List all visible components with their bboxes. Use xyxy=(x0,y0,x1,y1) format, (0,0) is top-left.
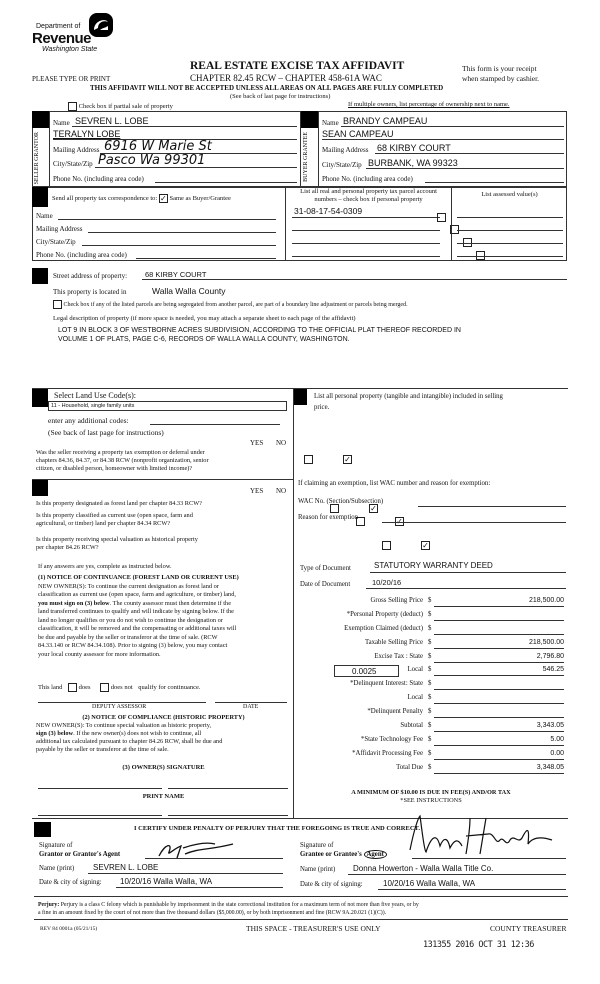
seller-side-label xyxy=(34,132,48,184)
tax-row xyxy=(298,653,568,665)
reason-label: Reason for exemption xyxy=(298,514,359,521)
see-instructions-note: *SEE INSTRUCTIONS xyxy=(400,797,462,804)
additional-codes-label: enter any additional codes: xyxy=(48,416,129,425)
form-title: REAL ESTATE EXCISE TAX AFFIDAVIT xyxy=(190,60,405,72)
dollar-sign: $ xyxy=(428,666,432,673)
segregated-label: Check box if any of the listed parcels are being segregated from another parcel, are part of a boundary line adjustment or parcels being merged. xyxy=(63,301,408,308)
grantee-date-label: Date & city of signing: xyxy=(300,881,363,888)
grantor-name-value[interactable]: SEVREN L. LOBE xyxy=(93,863,159,872)
affidavit-processing-fee-value[interactable]: 0.00 xyxy=(550,750,564,757)
owner-signature-line-2 xyxy=(168,788,288,789)
tax-row-label: *Personal Property (deduct) xyxy=(346,611,423,618)
certify-section-marker xyxy=(34,822,51,837)
agent-circled: Agent xyxy=(364,850,387,859)
seller-name-label: Name xyxy=(53,119,70,127)
buyer-name-line xyxy=(341,126,564,127)
historic-question-line-1: Is this property receiving special valuation as historical property xyxy=(36,536,198,543)
dor-logo-icon xyxy=(88,12,114,38)
tax-row-label: Local xyxy=(407,666,423,673)
corr-mailing-line xyxy=(88,232,276,233)
notice-continuance-line: NEW OWNER(S): To continue the current designation as forest land or xyxy=(38,582,219,590)
notice-compliance-bold: sign (3) below xyxy=(36,730,74,737)
grantee-signature-scribble xyxy=(400,810,560,860)
current-use-question xyxy=(36,512,193,528)
segregated-checkbox[interactable] xyxy=(53,300,62,309)
tax-row-line xyxy=(434,634,564,635)
dollar-sign: $ xyxy=(428,653,432,660)
deputy-assessor-label: DEPUTY ASSESSOR xyxy=(92,704,147,710)
designation-top-border xyxy=(32,479,293,480)
tax-row-line xyxy=(434,648,564,649)
seller-city-label: City/State/Zip xyxy=(53,160,93,168)
subtotal-value[interactable]: 3,343.05 xyxy=(536,722,564,729)
print-name-line-1 xyxy=(38,815,162,816)
grantor-name-label: Name (print) xyxy=(39,865,75,872)
buyer-mailing-line xyxy=(375,153,564,154)
grantee-label: GRANTEE xyxy=(303,132,309,160)
street-label: Street address of property: xyxy=(53,272,128,280)
notice-continuance-title: (1) NOTICE OF CONTINUANCE (FOREST LAND OR CURRENT USE) xyxy=(38,574,239,581)
please-type: PLEASE TYPE OR PRINT xyxy=(32,75,111,83)
parcel-header-2: numbers – check box if personal property xyxy=(314,196,423,203)
land-use-see-back: (See back of last page for instructions) xyxy=(48,428,164,437)
dollar-sign: $ xyxy=(428,680,432,687)
notice-continuance-line: classification as current use (open space, farm and agriculture, or timber) land, xyxy=(38,591,236,598)
parcel-line-1 xyxy=(292,217,440,218)
tax-row-label: Excise Tax : State xyxy=(374,653,423,660)
corr-phone-label: Phone No. (including area code) xyxy=(36,251,127,259)
dollar-sign: $ xyxy=(428,750,432,757)
notice-continuance-rest: . The county assessor must then determine if the xyxy=(109,599,231,607)
assessor-date-label: DATE xyxy=(243,704,259,710)
grantee-date-value[interactable]: 10/20/16 Walla Walla, WA xyxy=(383,879,476,888)
buyer-phone-label: Phone No. (including area code) xyxy=(322,175,413,183)
tax-row-line xyxy=(434,606,564,607)
tax-row-label: *Delinquent Penalty xyxy=(367,708,423,715)
tax-row-label: *Affidavit Processing Fee xyxy=(352,750,423,757)
owner-signature-label: (3) OWNER(S) SIGNATURE xyxy=(122,764,205,771)
buyer-label-divider xyxy=(318,111,319,187)
seller-section-marker xyxy=(32,111,49,128)
corr-name-label: Name xyxy=(36,212,53,220)
buyer-mailing-value[interactable]: 68 KIRBY COURT xyxy=(377,143,451,153)
grantee-name-line xyxy=(348,874,566,875)
washington-state-label: Washington State xyxy=(42,46,98,53)
same-as-buyer-label: Same as Buyer/Grantee xyxy=(169,194,231,202)
exemption-claim-label: If claiming an exemption, list WAC number and reason for exemption: xyxy=(298,480,491,487)
no-header-2: NO xyxy=(276,487,287,495)
revenue-label: Revenue xyxy=(32,30,92,47)
historic-no-checkbox[interactable]: ✓ xyxy=(422,540,429,550)
notice-compliance xyxy=(36,714,291,754)
land-use-section-marker xyxy=(32,389,48,407)
dollar-sign: $ xyxy=(428,694,432,701)
corr-city-line xyxy=(82,245,276,246)
historic-question-line-2: per chapter 84.26 RCW? xyxy=(36,544,99,551)
tax-row xyxy=(298,680,568,692)
perjury-line-2: a fine in an amount fixed by the court of not more than five thousand dollars ($5,000.00), or by both imprisonment and fine (RCW 9A.20.021 (1)(C)). xyxy=(38,910,387,916)
dor-logo xyxy=(30,10,130,70)
segregated-row xyxy=(53,300,408,309)
legal-description-1[interactable]: LOT 9 IN BLOCK 3 OF WESTBORNE ACRES SUBDIVISION, ACCORDING TO THE OFFICIAL PLAT THEREOF RECORDED IN xyxy=(58,327,461,334)
perjury-line-1 xyxy=(38,901,419,909)
tax-row-line xyxy=(434,759,564,760)
parcel-header xyxy=(286,188,451,204)
perjury-text-1: Perjury is a class C felony which is punishable by imprisonment in the state correctional institution for a maximum term of not more than five years, or by xyxy=(59,902,419,908)
deputy-assessor-line xyxy=(38,702,206,703)
taxable-selling-price-value[interactable]: 218,500.00 xyxy=(528,639,564,646)
seller-mailing-value[interactable]: 6916 W Marie St xyxy=(104,139,212,154)
partial-sale-checkbox[interactable] xyxy=(68,102,77,111)
tax-row xyxy=(298,625,568,637)
tax-row xyxy=(298,722,568,734)
treasurer-stamp: 131355 2016 OCT 31 12:36 xyxy=(423,940,534,950)
current-use-question-line-1: Is this property classified as current use (open space, farm and xyxy=(36,512,193,519)
perjury-top-border xyxy=(34,896,568,897)
buyer-phone-line xyxy=(425,182,564,183)
additional-codes-line xyxy=(150,424,280,425)
grantor-name-line xyxy=(88,873,283,874)
legal-label: Legal description of property (if more space is needed, you may attach a separate sheet to each page of the affidavit) xyxy=(53,315,356,322)
reason-input[interactable] xyxy=(382,522,566,523)
exemption-question-line-3: citizen, or disabled person, homeowner with limited income)? xyxy=(36,465,193,472)
grantor-date-line xyxy=(116,887,283,888)
receipt-note-1: This form is your receipt xyxy=(462,64,537,73)
grantor-signature-scribble xyxy=(155,838,240,860)
personal-property-label xyxy=(314,391,503,413)
exemption-no-checkbox[interactable]: ✓ xyxy=(344,454,351,464)
dept-label: Department of xyxy=(36,23,81,30)
print-name-label: PRINT NAME xyxy=(142,793,185,800)
dollar-sign: $ xyxy=(428,708,432,715)
rev-number: REV 84 0001a (05/21/15) xyxy=(40,926,98,932)
legal-description-2[interactable]: VOLUME 1 OF PLATS, PAGE C-6, RECORDS OF WALLA WALLA COUNTY, WASHINGTON. xyxy=(58,336,350,343)
correspondence-section-marker xyxy=(32,187,48,207)
notice-continuance-line: 84.33.140 or RCW 84.34.108). Prior to signing (3) below, you may contact xyxy=(38,642,228,649)
grantee-name-value[interactable]: Donna Howerton - Walla Walla Title Co. xyxy=(353,864,494,873)
notice-compliance-title: (2) NOTICE OF COMPLIANCE (HISTORIC PROPERTY) xyxy=(82,714,245,721)
personal-property-section-marker xyxy=(294,389,307,405)
parcel-line-3 xyxy=(292,243,440,244)
tax-row xyxy=(298,666,568,678)
seller-label-divider xyxy=(49,111,50,187)
grantee-date-line xyxy=(378,889,566,890)
tax-row xyxy=(298,750,568,762)
exemption-yes-checkbox[interactable] xyxy=(304,455,313,464)
current-use-question-line-2: agricultural, or timber) land per chapter 84.34 RCW? xyxy=(36,520,171,527)
parcel-line-2 xyxy=(292,230,440,231)
tax-row xyxy=(298,597,568,609)
warning-text: THIS AFFIDAVIT WILL NOT BE ACCEPTED UNLESS ALL AREAS ON ALL PAGES ARE FULLY COMPLETED xyxy=(90,84,444,92)
tax-row xyxy=(298,694,568,706)
doc-date-value[interactable]: 10/20/16 xyxy=(372,578,402,587)
correspondence-header xyxy=(52,194,231,203)
designation-section-marker xyxy=(32,480,48,496)
perjury-bold: Perjury: xyxy=(38,902,60,908)
assessed-header: List assessed value(s) xyxy=(481,191,538,198)
does-not-label: does not xyxy=(110,683,133,691)
notice-continuance-bold: you must sign on (3) below xyxy=(38,599,110,607)
middle-divider xyxy=(293,388,294,818)
assessed-line-2 xyxy=(457,230,563,231)
buyer-city-label: City/State/Zip xyxy=(322,161,362,169)
seller-name-2[interactable]: TERALYN LOBE xyxy=(53,129,121,139)
seller-city-value[interactable]: Pasco Wa 99301 xyxy=(98,153,206,168)
tax-row xyxy=(298,611,568,623)
print-name-line-2 xyxy=(168,815,288,816)
doc-date-line xyxy=(366,588,566,589)
buyer-label: BUYER xyxy=(303,161,309,182)
assessed-line-4 xyxy=(457,256,563,257)
county-value[interactable]: Walla Walla County xyxy=(152,286,226,296)
notice-continuance-line: your local county assessor for more information. xyxy=(38,650,161,658)
grantee-sig-label-2 xyxy=(300,851,387,858)
excise-local-value[interactable]: 546.25 xyxy=(542,666,564,673)
tax-row-label: Taxable Selling Price xyxy=(364,639,423,646)
notice-compliance-line: payable by the seller or transferor at the time of sale. xyxy=(36,746,169,753)
tax-row-line xyxy=(434,620,564,621)
property-section-marker xyxy=(32,268,48,284)
assessed-line-3 xyxy=(457,243,563,244)
gross-selling-price-value[interactable]: 218,500.00 xyxy=(528,597,564,604)
land-use-label: Select Land Use Code(s): xyxy=(54,391,136,400)
grantor-date-value[interactable]: 10/20/16 Walla Walla, WA xyxy=(120,877,213,886)
does-label: does xyxy=(78,683,91,691)
notice-compliance-line: NEW OWNER(S): To continue special valuation as historic property, xyxy=(36,722,212,729)
buyer-name2-line xyxy=(322,139,564,140)
tax-row xyxy=(298,764,568,776)
footer-rule xyxy=(34,919,568,920)
does-not-checkbox[interactable] xyxy=(100,683,109,692)
perjury-notice xyxy=(38,901,419,917)
buyer-name-1[interactable]: BRANDY CAMPEAU xyxy=(343,116,428,126)
tax-row xyxy=(298,708,568,720)
tax-row xyxy=(298,736,568,748)
certify-statement: I CERTIFY UNDER PENALTY OF PERJURY THAT THE FOREGOING IS TRUE AND CORRECT. xyxy=(134,825,421,832)
historic-question xyxy=(36,536,198,552)
tax-row-line xyxy=(434,675,564,676)
partial-sale xyxy=(68,102,173,111)
this-land-label: This land xyxy=(38,683,63,691)
notice-continuance xyxy=(38,574,293,659)
tax-row-line xyxy=(434,703,564,704)
buyer-name-2[interactable]: SEAN CAMPEAU xyxy=(322,129,394,139)
tax-row-label: Total Due xyxy=(396,764,423,771)
notice-continuance-line: land no longer qualifies or you do not wish to continue the designation or xyxy=(38,616,223,624)
receipt-note-2: when stamped by cashier. xyxy=(462,74,540,83)
parcel-header-1: List all real and personal property tax parcel account xyxy=(300,188,437,195)
buyer-side-label xyxy=(303,132,317,182)
doc-type-line xyxy=(370,572,566,573)
notice-continuance-line: be due and payable by the seller or transferor at the time of sale. (RCW xyxy=(38,633,218,641)
assessor-date-line xyxy=(215,702,287,703)
excise-state-value[interactable]: 2,796.80 xyxy=(536,653,564,660)
seller-phone-line xyxy=(155,182,297,183)
street-value[interactable]: 68 KIRBY COURT xyxy=(145,270,207,279)
current-use-no-checkbox[interactable]: ✓ xyxy=(396,516,403,526)
grantor-date-label: Date & city of signing: xyxy=(39,879,102,886)
tax-row-label: *State Technology Fee xyxy=(360,736,423,743)
grantor-sig-label-2: Grantor or Grantor's Agent xyxy=(39,851,121,858)
historic-yes-checkbox[interactable] xyxy=(382,541,391,550)
assessed-line-1 xyxy=(457,217,563,218)
multiple-owners-note: If multiple owners, list percentage of ownership next to name. xyxy=(348,101,510,108)
land-use-select[interactable] xyxy=(48,401,287,411)
this-land-row xyxy=(38,683,201,692)
notice-compliance-line: additional tax calculated pursuant to chapter 84.26 RCW, shall be due and xyxy=(36,738,223,745)
tax-row-label: Gross Selling Price xyxy=(370,597,423,604)
qualify-label: qualify for continuance. xyxy=(138,683,201,691)
dollar-sign: $ xyxy=(428,611,432,618)
exemption-question xyxy=(36,449,209,473)
corr-city-label: City/State/Zip xyxy=(36,238,76,246)
county-treasurer-label: COUNTY TREASURER xyxy=(490,924,567,933)
grantor-sig-label-1: Signature of xyxy=(39,842,73,849)
dollar-sign: $ xyxy=(428,722,432,729)
tax-row-line xyxy=(434,717,564,718)
notice-compliance-rest: . If the new owner(s) does not wish to continue, all xyxy=(73,730,202,737)
yes-header-1: YES xyxy=(250,439,264,447)
yes-header-2: YES xyxy=(250,487,264,495)
doc-type-label: Type of Document xyxy=(300,565,351,572)
tax-row-line xyxy=(434,745,564,746)
buyer-city-line xyxy=(366,168,564,169)
seller-mailing-label: Mailing Address xyxy=(53,146,100,154)
buyer-city-value[interactable]: BURBANK, WA 99323 xyxy=(368,158,458,168)
notice-continuance-line: land transferred continues to qualify and will indicate by signing below. If the xyxy=(38,608,234,615)
grantee-agent-label: Grantee or Grantee's xyxy=(300,851,362,858)
tax-row-line xyxy=(434,773,564,774)
dollar-sign: $ xyxy=(428,764,432,771)
doc-date-label: Date of Document xyxy=(300,581,351,588)
total-due-value[interactable]: 3,348.05 xyxy=(536,764,564,771)
notice-compliance-line xyxy=(36,730,291,738)
buyer-name-label: Name xyxy=(322,119,339,127)
state-technology-fee-value[interactable]: 5.00 xyxy=(550,736,564,743)
corr-phone-line xyxy=(136,258,276,259)
dollar-sign: $ xyxy=(428,736,432,743)
tax-row-line xyxy=(434,689,564,690)
tax-row-label: Subtotal xyxy=(400,722,423,729)
corr-mailing-label: Mailing Address xyxy=(36,225,83,233)
same-as-buyer-checkbox[interactable]: ✓ xyxy=(160,194,167,203)
form-chapter: CHAPTER 82.45 RCW – CHAPTER 458-61A WAC xyxy=(190,73,382,83)
minimum-due-note: A MINIMUM OF $10.00 IS DUE IN FEE(S) AND/OR TAX xyxy=(351,789,511,796)
grantor-label: GRANTOR xyxy=(34,132,40,161)
exemption-question-line-1: Was the seller receiving a property tax exemption or deferral under xyxy=(36,449,205,456)
parcel-number-1[interactable]: 31-08-17-54-0309 xyxy=(294,206,363,216)
seller-label: SELLER xyxy=(34,162,40,185)
see-back-note: (See back of last page for instructions) xyxy=(230,93,331,100)
land-use-selected: 11 - Household, single family units xyxy=(51,403,135,409)
seller-name-1[interactable]: SEVREN L. LOBE xyxy=(75,116,149,126)
personal-property-label-2: price. xyxy=(314,404,330,411)
wac-label: WAC No. (Section/Subsection) xyxy=(298,498,384,505)
tax-row xyxy=(298,639,568,651)
notice-continuance-line xyxy=(38,600,293,609)
tax-row-label: *Delinquent Interest: State xyxy=(350,680,423,687)
forest-question: Is this property designated as forest land per chapter 84.33 RCW? xyxy=(36,500,202,507)
buyer-mailing-label: Mailing Address xyxy=(322,146,369,154)
tax-row-line xyxy=(434,662,564,663)
partial-sale-label: Check box if partial sale of property xyxy=(78,102,173,110)
forest-yes-checkbox[interactable] xyxy=(330,504,339,513)
dollar-sign: $ xyxy=(428,639,432,646)
no-header-1: NO xyxy=(276,439,287,447)
does-checkbox[interactable] xyxy=(68,683,77,692)
forest-no-checkbox[interactable]: ✓ xyxy=(370,503,377,513)
seller-name-line xyxy=(72,126,297,127)
personal-property-label-1: List all personal property (tangible and intangible) included in selling xyxy=(314,393,503,400)
street-line xyxy=(142,279,567,280)
grantee-name-label: Name (print) xyxy=(300,866,336,873)
located-label: This property is located in xyxy=(53,288,127,296)
dollar-sign: $ xyxy=(428,597,432,604)
buyer-section-marker xyxy=(301,111,318,128)
dollar-sign: $ xyxy=(428,625,432,632)
owner-signature-line-1 xyxy=(38,788,162,789)
seller-phone-label: Phone No. (including area code) xyxy=(53,175,144,183)
wac-input[interactable] xyxy=(418,506,566,507)
tax-row-line xyxy=(434,731,564,732)
correspondence-label: Send all property tax correspondence to: xyxy=(52,194,158,202)
parcel-line-4 xyxy=(292,256,440,257)
local-rate-value: 0.0025 xyxy=(352,667,377,676)
doc-type-value[interactable]: STATUTORY WARRANTY DEED xyxy=(374,561,493,570)
if-yes-note: If any answers are yes, complete as instructed below. xyxy=(38,563,172,570)
tax-row-label: Local xyxy=(407,694,423,701)
corr-name-line xyxy=(58,219,276,220)
grantee-sig-label-1: Signature of xyxy=(300,842,334,849)
treasurer-use-label: THIS SPACE - TREASURER'S USE ONLY xyxy=(246,924,381,933)
exemption-question-line-2: chapters 84.36, 84.37, or 84.38 RCW (nonprofit organization, senior xyxy=(36,457,209,464)
notice-continuance-line: classification, it will be removed and the compensating or additional taxes will xyxy=(38,625,237,632)
tax-row-label: Exemption Claimed (deduct) xyxy=(344,625,423,632)
parcel-personal-checkbox-1[interactable] xyxy=(437,213,446,222)
